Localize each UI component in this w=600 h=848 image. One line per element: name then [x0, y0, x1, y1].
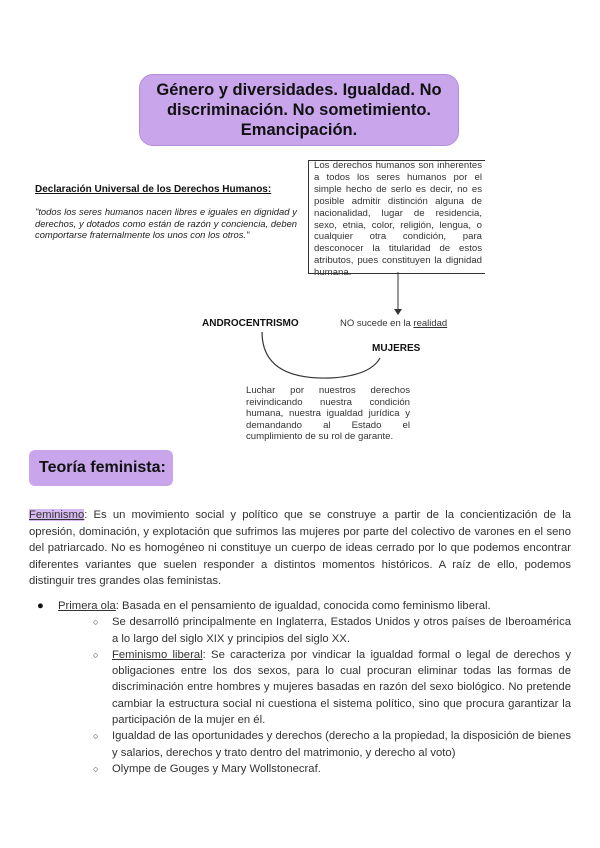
curved-connector	[262, 332, 380, 378]
liberal-label: Feminismo liberal	[112, 648, 203, 661]
section-heading	[29, 450, 173, 486]
first-wave-label: Primera ola	[58, 600, 116, 612]
feminismo-definition: : Es un movimiento social y político que se construye a partir de la concientización de la opresión, dominación, y explotación que sufrimos las mujeres por parte del colectivo de varones en el seno del patriarcado. No es homogéneo ni constituye un cuerpo de ideas cerrado por lo que podemos encontrar diferentes variantes que suelen responder a distintos momentos históricos. A raíz de ello, podemos distinguir tres grandes olas feministas.	[29, 509, 571, 587]
luchar-text: Luchar por nuestros derechos reivindicando nuestra condición humana, nuestra igualdad jurídica y demandando al Estado el cumplimiento de su rol de garante.	[246, 385, 410, 443]
rights-note: Los derechos humanos son inherentes a todos los seres humanos por el simple hecho de serlo es decir, no es posible admitir distinción alguna de nacionalidad, lugar de residencia, sexo, etnia, color, religión, lengua, o cualquier otra condición, para desconocer la titularidad de estos atributos, pues constituyen la dignidad humana.	[314, 160, 482, 279]
feminismo-paragraph	[29, 507, 571, 590]
list-item	[58, 614, 571, 647]
circle-bullet-icon: ○	[93, 763, 99, 774]
list-item	[37, 598, 571, 777]
feminismo-term: Feminismo	[29, 509, 85, 521]
no-sucede-prefix: NO sucede en la	[340, 318, 414, 329]
circle-bullet-icon: ○	[93, 731, 99, 742]
first-wave-text: : Basada en el pensamiento de igualdad, conocida como feminismo liberal.	[115, 600, 491, 612]
page-title-text: Género y diversidades. Igualdad. No discriminación. No sometimiento. Emancipación.	[156, 81, 442, 139]
circle-bullet-icon: ○	[93, 649, 99, 660]
list-item	[58, 761, 571, 777]
sub-item-text: Igualdad de las oportunidades y derechos (derecho a la propiedad, la disposición de bienes y salarios, derechos y trato dentro del matrimonio, y derecho al voto)	[112, 730, 571, 759]
declaration-title: Declaración Universal de los Derechos Humanos:	[35, 184, 272, 195]
section-heading-text: Teoría feminista:	[39, 459, 166, 476]
list-item	[58, 728, 571, 761]
realidad-word: realidad	[413, 318, 448, 329]
waves-list	[37, 598, 571, 777]
sub-item-text: : Se caracteriza por vindicar la igualdad formal o legal de derechos y obligaciones entre los dos sexos, para lo cual procuran eliminar todas las formas de discriminación entre hombres y mujeres basadas en razón del sexo biológico. No pretende cambiar la estructura social ni cuestiona el sistema político, sino que procura garantizar la participación de la mujer en él.	[112, 648, 571, 727]
androcentrismo-label: ANDROCENTRISMO	[202, 318, 299, 329]
circle-bullet-icon: ○	[93, 617, 99, 628]
mujeres-label: MUJERES	[372, 343, 421, 354]
sub-item-text: Olympe de Gouges y Mary Wollstonecraf.	[112, 762, 321, 775]
sub-item-text: Se desarrolló principalmente en Inglaterra, Estados Unidos y otros países de Iberoamérica a lo largo del siglo XIX y principios del siglo XX.	[112, 616, 571, 645]
sub-list	[58, 614, 571, 777]
declaration-quote: "todos los seres humanos nacen libres e iguales en dignidad y derechos, y dotados como están de razón y conciencia, deben comportarse fraternalmente los unos con los otros."	[35, 206, 297, 240]
down-arrow-head	[394, 309, 402, 315]
no-sucede-label	[340, 318, 447, 329]
bullet-icon: ●	[37, 600, 44, 612]
list-item	[58, 647, 571, 728]
